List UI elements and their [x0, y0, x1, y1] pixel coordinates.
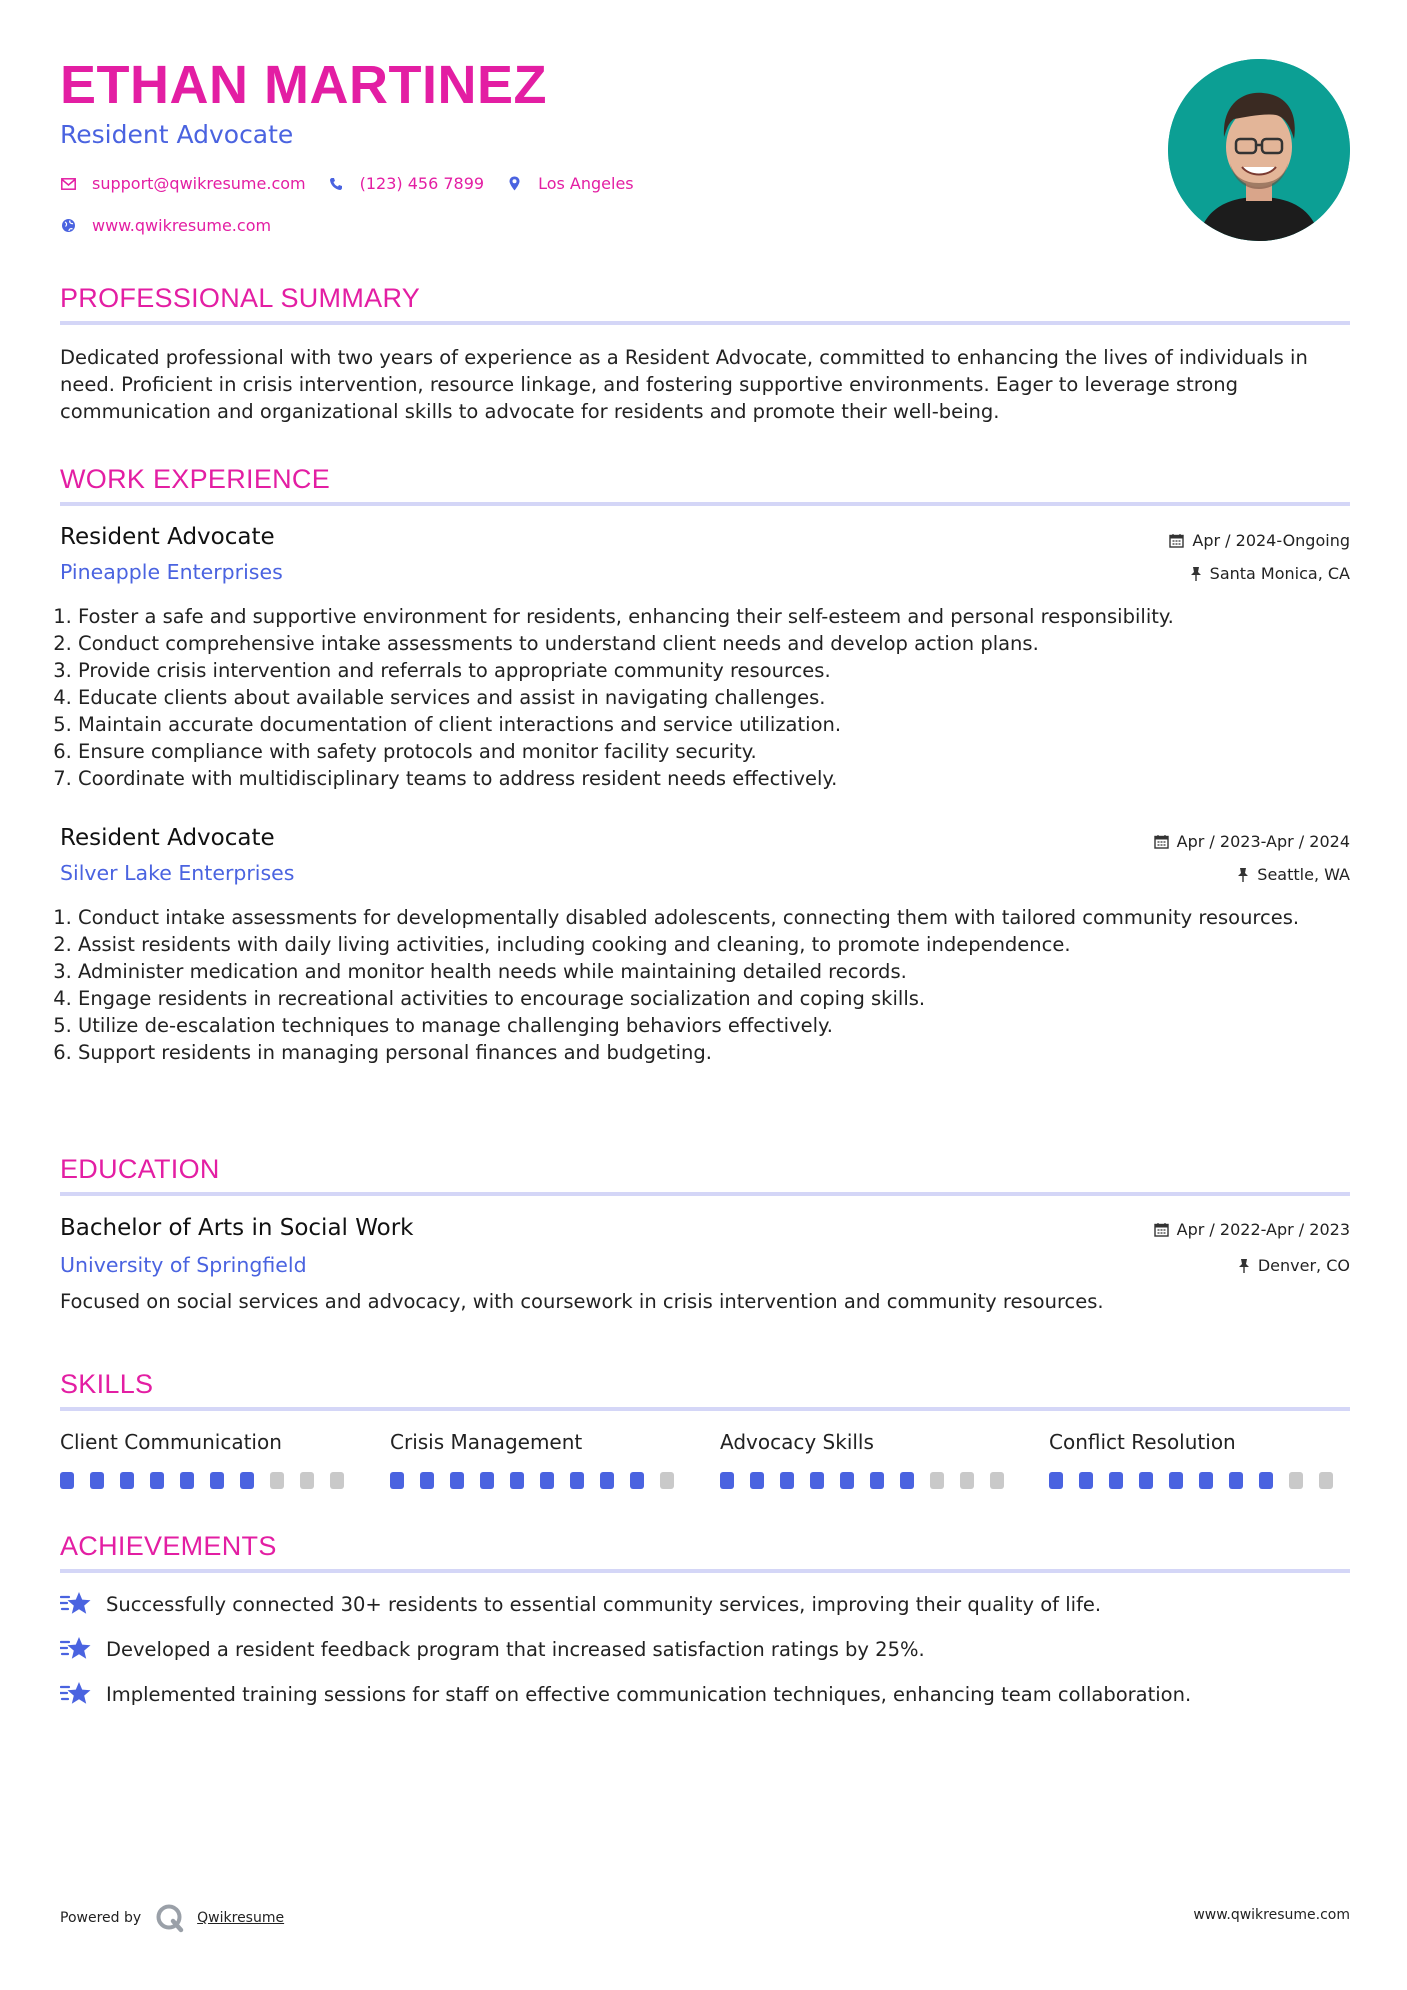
skill-dot-filled: [600, 1472, 614, 1489]
skill-dot-filled: [720, 1472, 734, 1489]
job-1-location: [1190, 564, 1350, 583]
skill-dot-empty: [1319, 1472, 1333, 1489]
achievements-divider: [60, 1569, 1350, 1573]
skill-dot-filled: [510, 1472, 524, 1489]
education-dates: [1154, 1220, 1350, 1239]
phone-text: (123) 456 7899: [359, 174, 485, 193]
skill-dot-filled: [420, 1472, 434, 1489]
skill-level-meter: [720, 1472, 1020, 1489]
skill-dot-filled: [450, 1472, 464, 1489]
skill-dot-empty: [660, 1472, 674, 1489]
education-description: Focused on social services and advocacy, with coursework in crisis intervention and community resources.: [60, 1290, 1104, 1313]
skill-dot-filled: [780, 1472, 794, 1489]
location-text: Los Angeles: [538, 174, 634, 193]
education-divider: [60, 1192, 1350, 1196]
summary-heading: PROFESSIONAL SUMMARY: [60, 283, 421, 313]
skill-dot-filled: [750, 1472, 764, 1489]
skill-item: [1049, 1430, 1349, 1489]
skill-name: Crisis Management: [390, 1430, 583, 1454]
skill-dot-filled: [480, 1472, 494, 1489]
skill-dot-filled: [1109, 1472, 1123, 1489]
pushpin-icon: [1237, 867, 1249, 882]
qwikresume-link[interactable]: Qwikresume: [197, 1910, 285, 1926]
map-pin-icon: [506, 176, 522, 192]
candidate-title: Resident Advocate: [60, 120, 294, 149]
pushpin-icon: [1238, 1258, 1250, 1273]
calendar-icon: [1154, 834, 1169, 849]
list-item: 4. Educate clients about available services and assist in navigating challenges.: [78, 684, 1368, 711]
skill-name: Client Communication: [60, 1430, 282, 1454]
email-text: support@qwikresume.com: [92, 174, 306, 193]
experience-divider: [60, 502, 1350, 506]
globe-icon: [60, 218, 76, 234]
skill-level-meter: [60, 1472, 360, 1489]
contact-row-2: [60, 216, 293, 235]
list-item: 6. Support residents in managing personal finances and budgeting.: [78, 1039, 1368, 1066]
skill-level-meter: [1049, 1472, 1349, 1489]
achievement-item: [60, 1635, 925, 1663]
star-icon: [60, 1680, 94, 1708]
job-2-title: Resident Advocate: [60, 825, 275, 851]
skill-dot-filled: [1229, 1472, 1243, 1489]
list-item: 1. Conduct intake assessments for developmentally disabled adolescents, connecting them with tailored community resources.: [78, 904, 1368, 931]
skill-dot-filled: [390, 1472, 404, 1489]
skill-dot-filled: [630, 1472, 644, 1489]
skill-dot-empty: [330, 1472, 344, 1489]
contact-email[interactable]: [60, 174, 306, 193]
envelope-icon: [60, 176, 76, 192]
skill-dot-filled: [1049, 1472, 1063, 1489]
job-1-dates-text: Apr / 2024-Ongoing: [1192, 531, 1350, 550]
job-2-location-text: Seattle, WA: [1257, 865, 1350, 884]
qwikresume-logo-icon: [155, 1903, 185, 1933]
job-1-dates: [1169, 531, 1350, 550]
achievement-text: Developed a resident feedback program that increased satisfaction ratings by 25%.: [106, 1637, 925, 1661]
person-portrait-icon: [1168, 59, 1350, 241]
education-location-text: Denver, CO: [1257, 1256, 1350, 1275]
skill-dot-filled: [570, 1472, 584, 1489]
job-2-dates: [1154, 832, 1350, 851]
skill-dot-filled: [180, 1472, 194, 1489]
skill-dot-filled: [90, 1472, 104, 1489]
contact-row: [60, 174, 656, 193]
skill-dot-filled: [210, 1472, 224, 1489]
skill-dot-filled: [870, 1472, 884, 1489]
job-2-bullets: [60, 904, 1368, 1066]
skill-dot-filled: [810, 1472, 824, 1489]
skill-item: [390, 1430, 690, 1489]
skill-dot-filled: [540, 1472, 554, 1489]
skill-dot-filled: [150, 1472, 164, 1489]
skill-item: [720, 1430, 1020, 1489]
calendar-icon: [1154, 1222, 1169, 1237]
list-item: 2. Assist residents with daily living activities, including cooking and cleaning, to promote independence.: [78, 931, 1368, 958]
list-item: 4. Engage residents in recreational activities to encourage socialization and coping skills.: [78, 985, 1368, 1012]
calendar-icon: [1169, 533, 1184, 548]
achievements-heading: ACHIEVEMENTS: [60, 1531, 277, 1561]
degree-title: Bachelor of Arts in Social Work: [60, 1215, 414, 1241]
candidate-name: ETHAN MARTINEZ: [60, 55, 547, 115]
education-dates-text: Apr / 2022-Apr / 2023: [1176, 1220, 1350, 1239]
skill-dot-empty: [1289, 1472, 1303, 1489]
achievement-item: [60, 1680, 1191, 1708]
achievement-text: Successfully connected 30+ residents to essential community services, improving their quality of life.: [106, 1592, 1102, 1616]
skills-heading: SKILLS: [60, 1369, 154, 1399]
skill-dot-filled: [240, 1472, 254, 1489]
list-item: 5. Utilize de-escalation techniques to manage challenging behaviors effectively.: [78, 1012, 1368, 1039]
skill-dot-filled: [1079, 1472, 1093, 1489]
achievement-text: Implemented training sessions for staff on effective communication techniques, enhancing team collaboration.: [106, 1682, 1192, 1706]
job-2-company: Silver Lake Enterprises: [60, 861, 295, 885]
experience-heading: WORK EXPERIENCE: [60, 464, 331, 494]
education-location: [1238, 1256, 1350, 1275]
skill-dot-empty: [270, 1472, 284, 1489]
skill-dot-filled: [1199, 1472, 1213, 1489]
powered-by-label: Powered by: [60, 1910, 142, 1926]
list-item: 5. Maintain accurate documentation of client interactions and service utilization.: [78, 711, 1368, 738]
skill-dot-filled: [1139, 1472, 1153, 1489]
list-item: 3. Provide crisis intervention and referrals to appropriate community resources.: [78, 657, 1368, 684]
skill-level-meter: [390, 1472, 690, 1489]
skill-name: Conflict Resolution: [1049, 1430, 1236, 1454]
skill-dot-filled: [840, 1472, 854, 1489]
star-icon: [60, 1635, 94, 1663]
job-2-dates-text: Apr / 2023-Apr / 2024: [1176, 832, 1350, 851]
contact-website[interactable]: [60, 216, 271, 235]
star-icon: [60, 1590, 94, 1618]
profile-photo: [1168, 59, 1350, 241]
skill-dot-filled: [1259, 1472, 1273, 1489]
skill-dot-empty: [990, 1472, 1004, 1489]
skill-dot-filled: [1169, 1472, 1183, 1489]
pushpin-icon: [1190, 566, 1202, 581]
job-1-bullets: [60, 603, 1368, 792]
contact-location: [506, 174, 634, 193]
education-heading: EDUCATION: [60, 1154, 220, 1184]
skill-dot-filled: [900, 1472, 914, 1489]
job-2-location: [1237, 865, 1350, 884]
job-1-company: Pineapple Enterprises: [60, 560, 283, 584]
website-text: www.qwikresume.com: [92, 216, 272, 235]
skill-dot-filled: [120, 1472, 134, 1489]
summary-divider: [60, 321, 1350, 325]
skill-name: Advocacy Skills: [720, 1430, 874, 1454]
contact-phone[interactable]: [328, 174, 484, 193]
skills-divider: [60, 1407, 1350, 1411]
summary-text: Dedicated professional with two years of experience as a Resident Advocate, committed to enhancing the lives of individuals in need. Proficient in crisis intervention, resource linkage, and fostering supportive environments. Eager to leverage strong communication and organizational skills to advocate for residents and promote their well-being.: [60, 346, 1308, 423]
list-item: 6. Ensure compliance with safety protocols and monitor facility security.: [78, 738, 1368, 765]
list-item: 7. Coordinate with multidisciplinary teams to address resident needs effectively.: [78, 765, 1368, 792]
job-1-location-text: Santa Monica, CA: [1209, 564, 1350, 583]
skill-dot-empty: [960, 1472, 974, 1489]
list-item: 3. Administer medication and monitor health needs while maintaining detailed records.: [78, 958, 1368, 985]
skill-dot-empty: [930, 1472, 944, 1489]
job-1-title: Resident Advocate: [60, 524, 275, 550]
list-item: 1. Foster a safe and supportive environment for residents, enhancing their self-esteem and personal responsibility.: [78, 603, 1368, 630]
footer-powered-by: [60, 1903, 284, 1933]
skill-item: [60, 1430, 360, 1489]
skill-dot-empty: [300, 1472, 314, 1489]
school-name: University of Springfield: [60, 1253, 307, 1277]
achievement-item: [60, 1590, 1101, 1618]
footer-site[interactable]: www.qwikresume.com: [1193, 1907, 1350, 1923]
skill-dot-filled: [60, 1472, 74, 1489]
list-item: 2. Conduct comprehensive intake assessments to understand client needs and develop action plans.: [78, 630, 1368, 657]
phone-icon: [328, 176, 344, 192]
